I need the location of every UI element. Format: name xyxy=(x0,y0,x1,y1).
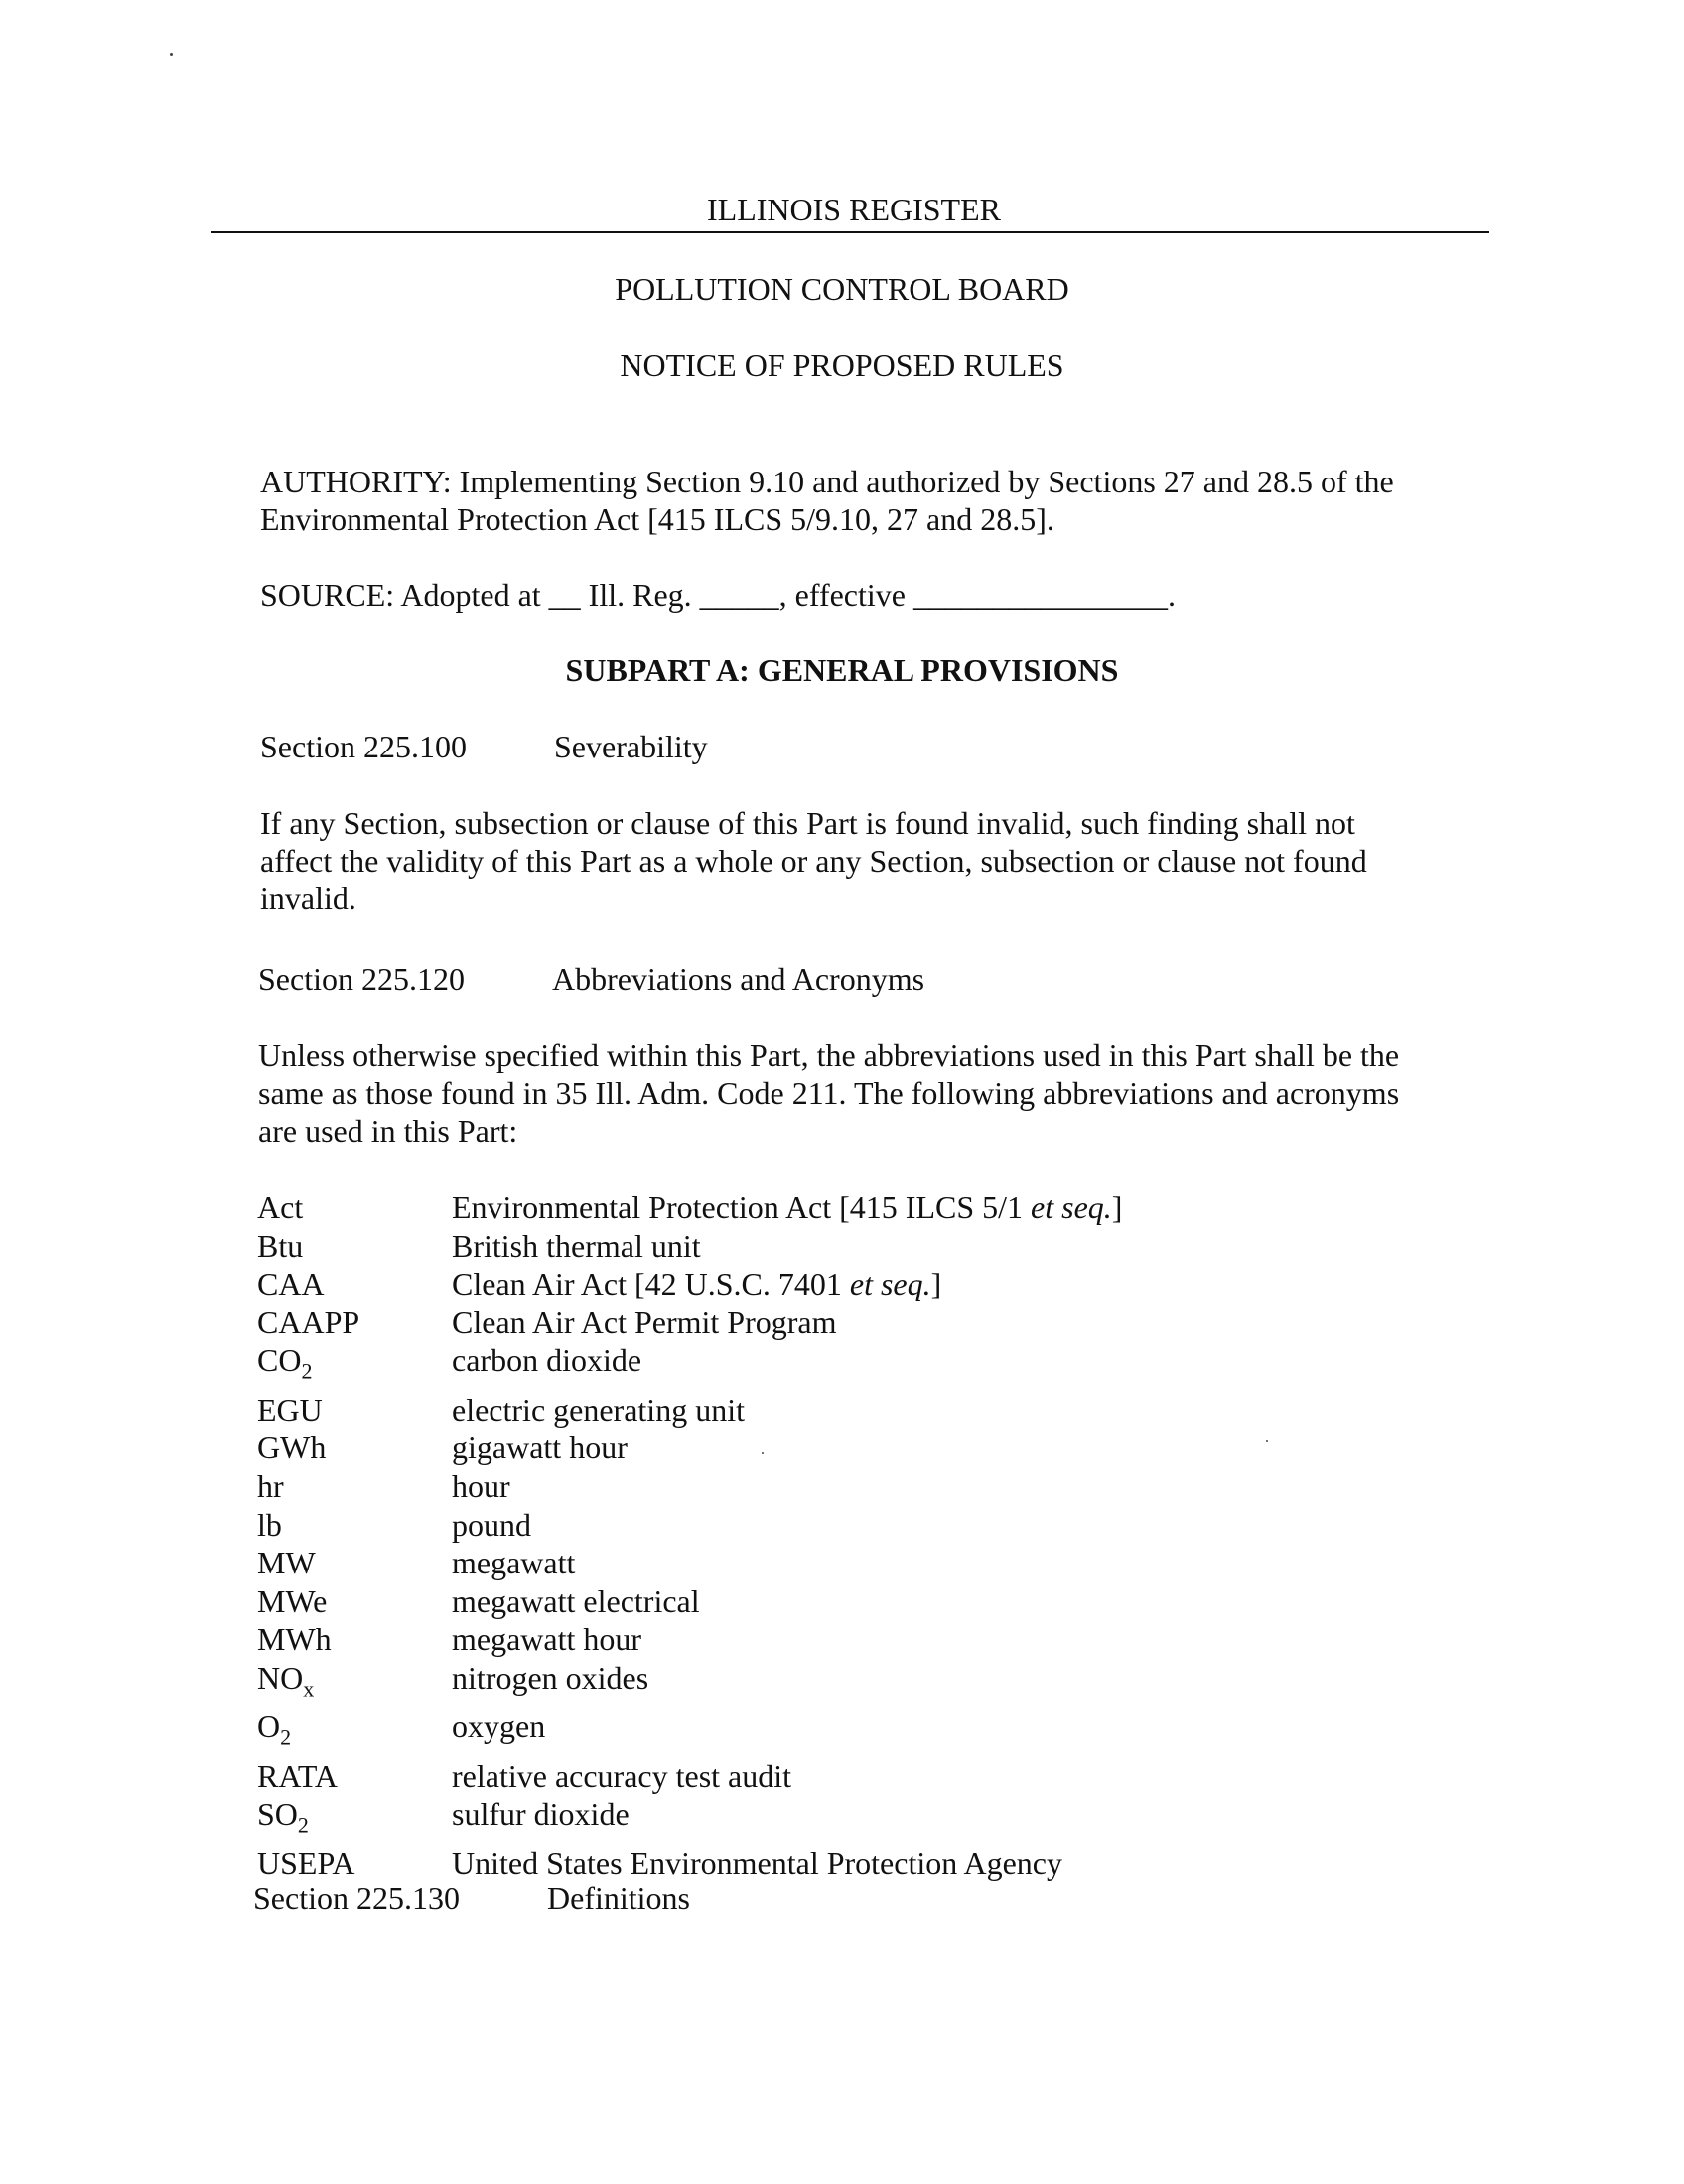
abbreviation-row xyxy=(257,1429,1122,1467)
abbreviation-row xyxy=(257,1506,1122,1545)
abbreviation-meaning: Clean Air Act Permit Program xyxy=(452,1303,837,1340)
header-rule xyxy=(211,231,1489,233)
abbreviations-table xyxy=(257,1188,1122,1882)
register-title: ILLINOIS REGISTER xyxy=(707,192,1001,227)
abbreviation-meaning: sulfur dioxide xyxy=(452,1796,630,1833)
abbreviation-term: $NO_x$ xyxy=(257,1659,315,1702)
abbreviation-row xyxy=(257,1620,1122,1659)
abbreviation-meaning: pound xyxy=(452,1506,531,1543)
section-heading xyxy=(258,960,924,998)
abbreviation-meaning: electric generating unit xyxy=(452,1391,745,1428)
abbreviation-row xyxy=(257,1844,1122,1883)
authority-paragraph: AUTHORITY: Implementing Section 9.10 and authorized by Sections 27 and 28.5 of the Environmental Protection Act [415 ILCS 5/9.10, 27 and 28.5]. xyxy=(260,464,1394,537)
notice-title: NOTICE OF PROPOSED RULES xyxy=(620,347,1064,383)
abbreviation-row xyxy=(257,1467,1122,1506)
abbreviation-term: $CO_2$ xyxy=(257,1342,313,1384)
section-title: Severability xyxy=(554,729,708,764)
abbreviation-meaning: relative accuracy test audit xyxy=(452,1757,792,1794)
abbreviation-meaning: hour xyxy=(452,1467,510,1504)
scan-speck xyxy=(1266,1440,1268,1442)
abbreviation-row xyxy=(257,1659,1122,1707)
abbreviation-row xyxy=(257,1795,1122,1843)
severability-paragraph: If any Section, subsection or clause of this Part is found invalid, such finding shall not affect the validity of this Part as a whole or any Section, subsection or clause not found invalid. xyxy=(260,805,1367,916)
abbreviation-term: CAAPP xyxy=(257,1303,360,1340)
abbreviation-term: $O_2$ xyxy=(257,1708,292,1750)
abbreviation-row xyxy=(257,1188,1122,1227)
abbreviation-term: lb xyxy=(257,1506,282,1543)
abbreviation-row xyxy=(257,1391,1122,1430)
abbreviation-term: Btu xyxy=(257,1227,304,1264)
abbreviation-row xyxy=(257,1707,1122,1756)
subpart-heading: SUBPART A: GENERAL PROVISIONS xyxy=(565,652,1119,688)
board-title: POLLUTION CONTROL BOARD xyxy=(615,271,1069,307)
abbreviation-meaning: carbon dioxide xyxy=(452,1342,642,1379)
source-paragraph: SOURCE: Adopted at __ Ill. Reg. _____, effective ________________. xyxy=(260,577,1176,613)
section-number: Section 225.100 xyxy=(260,729,467,764)
abbreviation-term: Act xyxy=(257,1189,304,1225)
abbreviation-meaning: oxygen xyxy=(452,1708,546,1745)
abbreviation-row xyxy=(257,1757,1122,1796)
abbreviation-term: MW xyxy=(257,1545,316,1581)
abbreviation-term: hr xyxy=(257,1467,284,1504)
abbreviation-meaning: United States Environmental Protection Agency xyxy=(452,1844,1062,1881)
scan-speck xyxy=(170,53,173,56)
abbreviation-term: EGU xyxy=(257,1391,323,1428)
section-title: Definitions xyxy=(547,1880,690,1916)
abbreviation-term: USEPA xyxy=(257,1844,355,1881)
abbreviation-term: $SO_2$ xyxy=(257,1796,309,1838)
abbreviation-meaning: Environmental Protection Act [415 ILCS 5/1 et seq.] xyxy=(452,1189,1123,1225)
abbreviation-row xyxy=(257,1582,1122,1621)
abbreviation-row xyxy=(257,1544,1122,1582)
abbreviation-meaning: megawatt xyxy=(452,1545,576,1581)
section-number: Section 225.130 xyxy=(253,1880,460,1916)
section-title: Abbreviations and Acronyms xyxy=(552,961,925,997)
section-heading xyxy=(260,728,708,765)
abbreviation-row xyxy=(257,1303,1122,1342)
abbreviation-term: CAA xyxy=(257,1266,325,1302)
abbreviations-intro-paragraph: Unless otherwise specified within this Part, the abbreviations used in this Part shall be the same as those found in 35 Ill. Adm. Code 211. The following abbreviations and acronyms are used in this Part: xyxy=(258,1037,1400,1149)
abbreviation-meaning: gigawatt hour xyxy=(452,1430,628,1466)
abbreviation-meaning: nitrogen oxides xyxy=(452,1659,649,1696)
abbreviation-term: RATA xyxy=(257,1757,338,1794)
section-number: Section 225.120 xyxy=(258,961,465,997)
abbreviation-meaning: British thermal unit xyxy=(452,1227,701,1264)
abbreviation-term: MWe xyxy=(257,1582,328,1619)
abbreviation-meaning: Clean Air Act [42 U.S.C. 7401 et seq.] xyxy=(452,1266,942,1302)
abbreviation-row xyxy=(257,1227,1122,1266)
abbreviation-row xyxy=(257,1265,1122,1303)
abbreviation-meaning: megawatt hour xyxy=(452,1621,642,1658)
abbreviation-meaning: megawatt electrical xyxy=(452,1582,700,1619)
abbreviation-row xyxy=(257,1341,1122,1390)
abbreviation-term: MWh xyxy=(257,1621,332,1658)
section-heading xyxy=(253,1879,690,1917)
abbreviation-term: GWh xyxy=(257,1430,327,1466)
